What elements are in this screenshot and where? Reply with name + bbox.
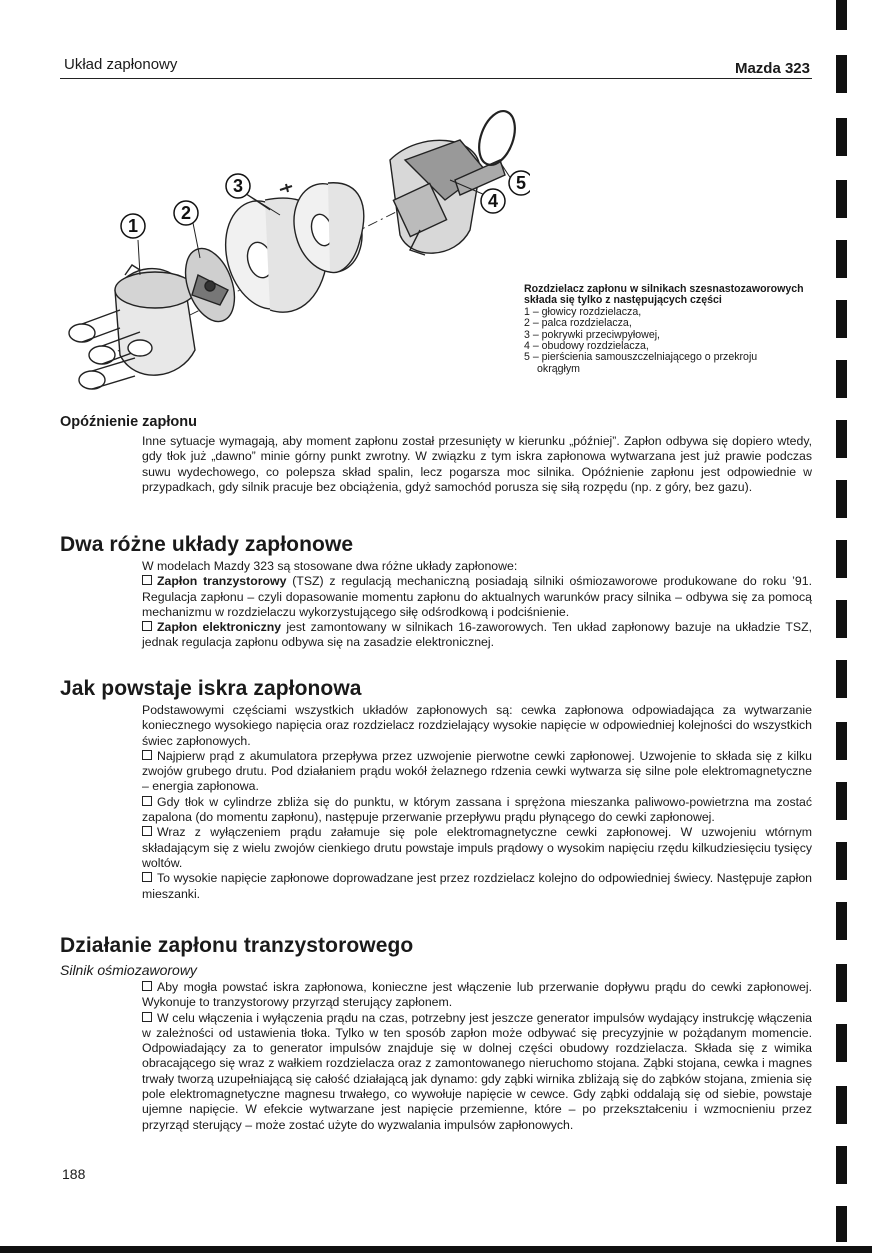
- edge-mark: [836, 660, 847, 698]
- edge-mark: [836, 420, 847, 458]
- checkbox-bullet-icon: [142, 1012, 152, 1022]
- edge-mark: [836, 1146, 847, 1184]
- edge-mark: [836, 600, 847, 638]
- edge-mark: [836, 480, 847, 518]
- scan-edge-marks: [836, 0, 850, 1253]
- edge-mark: [836, 1206, 847, 1242]
- page-number: 188: [62, 1166, 86, 1182]
- bullet-text: Najpierw prąd z akumulatora przepływa przez uzwojenie pierwotne cewki zapłonowej. Uzwojenie to składa się z kilku zwojów grubego drutu. Pod działaniem prądu wokół żelaznego rdzenia cewki wytwarza się silne pole elektromagnetyczne – energia zapłonowa.: [142, 748, 812, 794]
- section-heading: Opóźnienie zapłonu: [60, 414, 197, 430]
- bullet-term: Zapłon elektroniczny: [157, 620, 282, 635]
- edge-mark: [836, 722, 847, 760]
- callout-4: 4: [487, 191, 499, 211]
- bullet-paragraph: [142, 620, 812, 651]
- edge-mark: [836, 180, 847, 218]
- bullet-paragraph: [142, 574, 812, 620]
- bullet-paragraph: [142, 825, 812, 871]
- distributor-cap-part: [69, 265, 195, 389]
- edge-mark: [836, 240, 847, 278]
- bullet-paragraph: [142, 749, 812, 795]
- distributor-exploded-illustration: [60, 100, 530, 405]
- callout-5: 5: [515, 173, 527, 193]
- checkbox-bullet-icon: [142, 826, 152, 836]
- edge-mark: [836, 902, 847, 940]
- section-ignition-delay: [60, 414, 812, 495]
- figure-caption: [524, 284, 814, 375]
- checkbox-bullet-icon: [142, 575, 152, 585]
- checkbox-bullet-icon: [142, 981, 152, 991]
- edge-mark: [836, 540, 847, 578]
- caption-item: 3 – pokrywki przeciwpyłowej,: [524, 328, 661, 341]
- section-spark-generation: [60, 677, 812, 902]
- running-header-model: Mazda 323: [734, 60, 810, 77]
- caption-item-continuation: okrągłym: [537, 362, 580, 375]
- section-heading: Działanie zapłonu tranzystorowego: [60, 934, 414, 957]
- caption-title: Rozdzielacz zapłonu w silnikach szesnastozaworowych składa się tylko z następujących części: [524, 283, 804, 307]
- paragraph: Inne sytuacje wymagają, aby moment zapłonu został przesunięty w kierunku „później”. Zapłon odbywa się dopiero wtedy, gdy tłok już „dawno” minie górny punkt zwrotny. W związku z tym iskra zapłonowa wytwarzana jest już prawie podczas suwu wydechowego, co polepsza skład spalin, lecz pogarsza moc silnika. Opóźnienie zapłonu jest odpowiednie w przypadkach, gdy silnik pracuje bez obciążenia, gdyż samochód porusza się siłą rozpędu (np. z góry, bez gazu).: [142, 434, 812, 494]
- edge-mark: [836, 55, 847, 93]
- bullet-text: Wraz z wyłączeniem prądu załamuje się pole elektromagnetyczne cewki zapłonowej. W uzwojeniu wtórnym składającym się z wielu zwojów cienkiego drutu powstaje impuls prądowy o wysokim napięciu rzędu kilkudziesięciu tysięcy woltów.: [142, 825, 812, 870]
- checkbox-bullet-icon: [142, 872, 152, 882]
- bullet-paragraph: [142, 795, 812, 826]
- running-header-title: Układ zapłonowy: [64, 56, 178, 73]
- section-transistor-ignition: [60, 934, 812, 1133]
- callout-1: 1: [127, 216, 139, 236]
- bullet-text: Gdy tłok w cylindrze zbliża się do punktu, w którym zassana i sprężona mieszanka paliwowo-powietrzna ma zostać zapalona (do momentu zapłonu), następuje przerwanie przepływu prądu płynącego do cewki zapłonowej.: [142, 794, 812, 825]
- section-two-ignition-systems: [60, 533, 812, 651]
- caption-item: 5 – pierścienia samouszczelniającego o przekroju: [524, 351, 758, 364]
- bullet-paragraph: [142, 871, 812, 902]
- paragraph: W modelach Mazdy 323 są stosowane dwa różne układy zapłonowe:: [142, 559, 518, 573]
- section-heading: Jak powstaje iskra zapłonowa: [60, 677, 362, 700]
- callout-2: 2: [180, 203, 192, 223]
- bullet-term: Zapłon tranzystorowy: [157, 574, 287, 589]
- edge-mark: [836, 1086, 847, 1124]
- bullet-text: W celu włączenia i wyłączenia prądu na czas, potrzebny jest jeszcze generator impulsów wydający instrukcję włączenia w zależności od ustawienia tłoka. Tylko w ten sposób zapłon może odbywać się precyzyjnie w pożądanym momencie. Odpowiadający za to generator impulsów znajduje się w dolnej części obudowy rozdzielacza. Składa się z wimika obracającego się wraz z wałkiem rozdzielacza oraz z zamontowanego nieruchomo stojana. Ząbki stojana, cewka i magnes trwały tworzą uzupełniającą się całość działającą jak dynamo: gdy ząbki wirnika zbliżają się do ząbków stojana, zmienia się pole elektromagnetyczne magnesu trwałego, co wywołuje napięcie w cewce. Gdy ząbki oddalają się od siebie, powstaje ujemne napięcie. W efekcie wytwarzane jest napięcie przemienne, które – po przekształceniu i wzmocnieniu przez przyrząd sterujący – może zostać użyte do wyzwalania impulsów zapłonowych.: [142, 1010, 812, 1132]
- edge-mark: [836, 842, 847, 880]
- section-heading: Dwa różne układy zapłonowe: [60, 533, 354, 556]
- edge-mark: [836, 300, 847, 338]
- scan-bottom-strip: [0, 1246, 872, 1253]
- edge-mark: [836, 964, 847, 1002]
- checkbox-bullet-icon: [142, 750, 152, 760]
- section-subheading: Silnik ośmiozaworowy: [60, 962, 197, 978]
- callout-3: 3: [232, 176, 244, 196]
- edge-mark: [836, 0, 847, 30]
- caption-item: 1 – głowicy rozdzielacza,: [524, 305, 642, 318]
- edge-mark: [836, 360, 847, 398]
- bullet-paragraph: [142, 980, 812, 1011]
- bullet-text: (TSZ) z regulacją mechaniczną posiadają silniki ośmiozaworowe produkowane do roku ’91. Regulacja zapłonu – czyli dopasowanie momentu zapłonu do aktualnych warunków pracy silnika – odbywa się za pomocą mechanizmu w rozdzielaczu wykorzystującego siłę odśrodkową i podciśnienie.: [142, 574, 812, 619]
- checkbox-bullet-icon: [142, 621, 152, 631]
- bullet-text: To wysokie napięcie zapłonowe doprowadzane jest przez rozdzielacz kolejno do odpowiedniej świecy. Następuje zapłon mieszanki.: [142, 871, 812, 901]
- edge-mark: [836, 118, 847, 156]
- bullet-paragraph: [142, 1011, 812, 1133]
- caption-item: 4 – obudowy rozdzielacza,: [524, 340, 649, 353]
- edge-mark: [836, 1024, 847, 1062]
- paragraph: Podstawowymi częściami wszystkich układów zapłonowych są: cewka zapłonowa odpowiadająca za wytwarzanie koniecznego wysokiego napięcia oraz rozdzielacz rozdzielający wysokie napięcie w odpowiedniej kolejności do wszystkich świec zapłonowych.: [142, 703, 812, 748]
- bullet-text: jest zamontowany w silnikach 16-zaworowych. Ten układ zapłonowy bazuje na układzie TSZ, jednak regulacja zapłonu odbywa się na zasadzie elektronicznej.: [142, 620, 813, 650]
- bullet-text: Aby mogła powstać iskra zapłonowa, konieczne jest włączenie lub przerwanie dopływu prądu do cewki zapłonowej. Wykonuje to tranzystorowy przyrząd sterujący zapłonem.: [142, 980, 812, 1010]
- o-ring-part: [472, 106, 521, 170]
- header-rule: [60, 78, 812, 79]
- checkbox-bullet-icon: [142, 796, 152, 806]
- edge-mark: [836, 782, 847, 820]
- caption-item: 2 – palca rozdzielacza,: [524, 317, 632, 330]
